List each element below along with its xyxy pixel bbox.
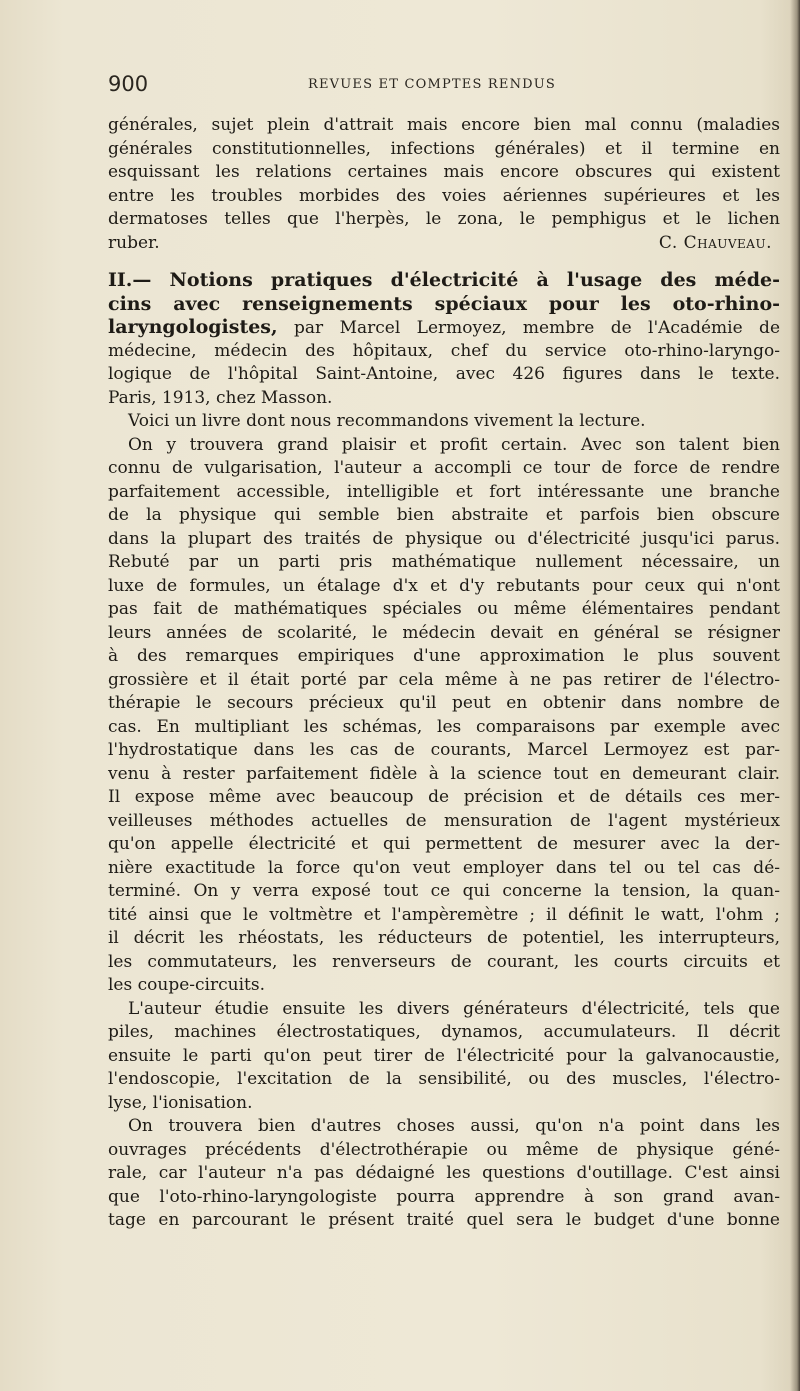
paragraph (108, 998, 780, 1116)
text-line: les coupe-circuits. (108, 975, 265, 995)
running-head: REVUES ET COMPTES RENDUS (308, 77, 557, 92)
text-line: veilleuses méthodes actuelles de mensuration de l'agent mystérieux (108, 810, 780, 831)
text-line: l'endoscopie, l'excitation de la sensibilité, ou des muscles, l'électro- (108, 1069, 780, 1089)
text-line: que l'oto-rhino-laryngologiste pourra apprendre à son grand avan- (108, 1186, 780, 1207)
intro-paragraph (108, 114, 780, 255)
signature-line (108, 232, 780, 256)
text-line: lyse, l'ionisation. (108, 1092, 253, 1113)
text-line: médecine, médecin des hôpitaux, chef du service oto-rhino-laryngo- (108, 340, 780, 361)
page-edge-shadow (790, 0, 800, 1391)
text-line: nière exactitude la force qu'on veut employer dans tel ou tel cas dé- (108, 857, 780, 878)
text-line: dermatoses telles que l'herpès, le zona, le pemphigus et le lichen (108, 209, 780, 229)
text-line: piles, machines électrostatiques, dynamos, accumulateurs. Il décrit (108, 1022, 780, 1042)
paragraph (108, 410, 780, 434)
page-number: 900 (108, 72, 149, 96)
page-header (108, 72, 778, 102)
text-line: à des remarques empiriques d'une approximation le plus souvent (108, 646, 780, 666)
text-line: grossière et il était porté par cela même à ne pas retirer de l'électro- (108, 669, 780, 690)
text-line: Rebuté par un parti pris mathématique nullement nécessaire, un (108, 552, 780, 572)
section-title-line: cins avec renseignements spéciaux pour les oto-rhino- (108, 292, 780, 315)
review-signature: C. Chauveau. (658, 232, 772, 253)
text-line: parfaitement accessible, intelligible et fort intéressante une branche (108, 481, 780, 502)
text-line: leurs années de scolarité, le médecin devait en général se résigner (108, 622, 780, 643)
text-line: pas fait de mathématiques spéciales ou même élémentaires pendant (108, 599, 780, 619)
text-line: ouvrages précédents d'électrothérapie ou même de physique géné- (108, 1139, 780, 1160)
text-line: générales, sujet plein d'attrait mais encore bien mal connu (maladies (108, 115, 780, 135)
section-title-line: II.— Notions pratiques d'électricité à l'usage des méde- (108, 269, 780, 291)
text-line: les commutateurs, les renverseurs de courant, les courts circuits et (108, 951, 780, 972)
text-line: l'hydrostatique dans les cas de courants, Marcel Lermoyez est par- (108, 740, 780, 760)
text-line: esquissant les relations certaines mais encore obscures qui existent (108, 162, 780, 182)
text-line: connu de vulgarisation, l'auteur a accompli ce tour de force de rendre (108, 458, 780, 478)
page-body (108, 114, 780, 1233)
text-line: logique de l'hôpital Saint-Antoine, avec 426 figures dans le texte. (108, 364, 780, 384)
text-line: ensuite le parti qu'on peut tirer de l'électricité pour la galvanocaustie, (108, 1045, 780, 1066)
text-line: il décrit les rhéostats, les réducteurs de potentiel, les interrupteurs, (108, 928, 780, 948)
section-title-line (108, 316, 780, 340)
text-line: cas. En multipliant les schémas, les comparaisons par exemple avec (108, 716, 780, 737)
section-title-bold: laryngologistes, (108, 316, 278, 338)
text-line: luxe de formules, un étalage d'x et d'y rebutants pour ceux qui n'ont (108, 575, 780, 596)
text-line: qu'on appelle électricité et qui permettent de mesurer avec la der- (108, 834, 780, 854)
text-line: entre les troubles morbides des voies aériennes supérieures et les (108, 185, 780, 206)
text-line: ruber. (108, 232, 160, 253)
text-line: Paris, 1913, chez Masson. (108, 387, 333, 408)
text-line: Voici un livre dont nous recommandons vivement la lecture. (128, 411, 646, 431)
section-heading (108, 269, 780, 410)
text-line: terminé. On y verra exposé tout ce qui concerne la tension, la quan- (108, 881, 780, 901)
spacer (108, 255, 780, 269)
paragraph (108, 1115, 780, 1233)
text-line: On y trouvera grand plaisir et profit certain. Avec son talent bien (128, 434, 780, 455)
paragraph (108, 434, 780, 998)
author-line: par Marcel Lermoyez, membre de l'Académie de (277, 318, 780, 338)
text-line: tage en parcourant le présent traité quel sera le budget d'une bonne (108, 1210, 780, 1230)
text-line: On trouvera bien d'autres choses aussi, qu'on n'a point dans les (128, 1116, 780, 1136)
text-line: venu à rester parfaitement fidèle à la science tout en demeurant clair. (108, 763, 780, 784)
text-line: de la physique qui semble bien abstraite et parfois bien obscure (108, 505, 780, 525)
text-line: générales constitutionnelles, infections générales) et il termine en (108, 138, 780, 159)
text-line: thérapie le secours précieux qu'il peut en obtenir dans nombre de (108, 693, 780, 713)
text-line: rale, car l'auteur n'a pas dédaigné les questions d'outillage. C'est ainsi (108, 1163, 780, 1183)
text-line: dans la plupart des traités de physique ou d'électricité jusqu'ici parus. (108, 528, 780, 549)
text-line: tité ainsi que le voltmètre et l'ampèremètre ; il définit le watt, l'ohm ; (108, 904, 780, 925)
text-line: Il expose même avec beaucoup de précision et de détails ces mer- (108, 787, 780, 807)
text-line: L'auteur étudie ensuite les divers générateurs d'électricité, tels que (128, 998, 780, 1019)
